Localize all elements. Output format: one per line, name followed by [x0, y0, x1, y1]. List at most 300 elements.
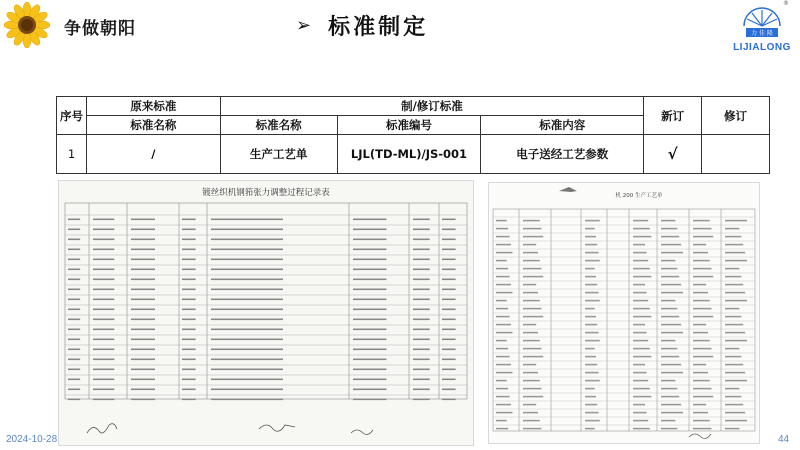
scan-smudge [211, 269, 283, 271]
scan-smudge [496, 388, 508, 390]
header-create: 新订 [644, 97, 702, 135]
scan-smudge [131, 319, 155, 321]
scan-smudge [725, 260, 747, 262]
scan-smudge [585, 348, 595, 350]
scan-smudge [585, 292, 598, 294]
scan-smudge [585, 228, 595, 230]
scan-smudge [68, 389, 80, 391]
scan-smudge [413, 309, 430, 311]
scan-smudge [211, 379, 283, 381]
scan-smudge [353, 249, 386, 251]
scan-smudge [442, 259, 456, 261]
scan-smudge [131, 369, 155, 371]
scan-smudge [693, 388, 711, 390]
scan-smudge [585, 396, 596, 398]
scan-smudge [661, 228, 677, 230]
scan-smudge [353, 239, 386, 241]
scan-smudge [523, 236, 543, 238]
scan-smudge [413, 299, 430, 301]
scan-smudge [413, 389, 430, 391]
scan-smudge [693, 332, 708, 334]
scan-smudge [633, 244, 645, 246]
header-revise: 修订 [702, 97, 770, 135]
scan-smudge [93, 389, 114, 391]
scan-smudge [496, 396, 510, 398]
scan-smudge [725, 428, 739, 430]
svg-text:镀丝织机钢筘张力调整过程记录表: 镀丝织机钢筘张力调整过程记录表 [202, 188, 330, 198]
svg-text:力 佳 隆: 力 佳 隆 [751, 30, 773, 37]
scan-smudge [661, 292, 683, 294]
scan-smudge [211, 359, 283, 361]
scan-smudge [413, 329, 430, 331]
scan-smudge [68, 299, 80, 301]
scan-smudge [442, 389, 456, 391]
scan-smudge [68, 289, 80, 291]
header-orig-name: 标准名称 [86, 116, 220, 135]
scan-smudge [68, 349, 80, 351]
scan-smudge [353, 309, 386, 311]
scan-smudge [661, 236, 679, 238]
scan-smudge [496, 356, 510, 358]
scan-smudge [585, 428, 595, 430]
scan-smudge [523, 372, 538, 374]
scan-smudge [523, 308, 541, 310]
scan-smudge [661, 252, 683, 254]
scan-smudge [725, 316, 741, 318]
scan-smudge [523, 220, 540, 222]
scan-smudge [413, 219, 430, 221]
scan-smudge [131, 399, 155, 401]
scan-smudge [93, 269, 114, 271]
scan-smudge [211, 219, 283, 221]
scan-smudge [93, 249, 114, 251]
scan-smudge [725, 364, 743, 366]
scan-smudge [523, 388, 541, 390]
scan-smudge [93, 329, 114, 331]
scan-smudge [725, 340, 747, 342]
scan-smudge [68, 229, 80, 231]
scan-smudge [93, 289, 114, 291]
scan-smudge [661, 340, 675, 342]
scan-smudge [661, 396, 679, 398]
scan-smudge [725, 356, 741, 358]
scan-smudge [725, 404, 743, 406]
scan-smudge [661, 356, 679, 358]
scan-smudge [661, 364, 681, 366]
scan-smudge [353, 259, 386, 261]
scan-smudge [661, 284, 681, 286]
scan-smudge [496, 420, 507, 422]
scan-smudge [633, 220, 648, 222]
scan-smudge [725, 412, 745, 414]
scan-smudge [353, 279, 386, 281]
sunflower-icon [4, 2, 50, 48]
scan-smudge [585, 420, 600, 422]
scan-smudge [585, 372, 598, 374]
scan-smudge [93, 369, 114, 371]
scan-smudge [661, 276, 679, 278]
scan-smudge [633, 348, 650, 350]
scan-smudge [661, 324, 681, 326]
logo-icon [740, 4, 784, 38]
scan-smudge [693, 308, 711, 310]
cell-create-check: √ [644, 135, 702, 174]
scan-smudge [442, 319, 456, 321]
scan-smudge [661, 428, 677, 430]
scan-smudge [131, 249, 155, 251]
scan-smudge [633, 276, 651, 278]
scan-smudge [633, 228, 650, 230]
scan-smudge [496, 380, 507, 382]
cell-orig-name: / [86, 135, 220, 174]
scan-smudge [182, 349, 196, 351]
scan-smudge [633, 292, 647, 294]
scan-smudge [353, 379, 386, 381]
scan-smudge [413, 369, 430, 371]
page-number: 44 [778, 434, 790, 445]
page-title [296, 10, 428, 41]
scan-smudge [693, 236, 713, 238]
scan-smudge [182, 369, 196, 371]
scan-smudge [442, 369, 456, 371]
scan-smudge [131, 379, 155, 381]
scan-smudge [693, 412, 708, 414]
scan-smudge [131, 279, 155, 281]
motto-text: 争做朝阳 [64, 19, 136, 39]
scan-smudge [585, 284, 597, 286]
cell-revise [702, 135, 770, 174]
scan-smudge [523, 300, 540, 302]
scan-smudge [496, 364, 511, 366]
scan-smudge [585, 388, 595, 390]
scan-smudge [413, 379, 430, 381]
scan-smudge [182, 399, 196, 401]
scan-smudge [693, 244, 706, 246]
scan-smudge [693, 356, 713, 358]
scan-smudge [523, 396, 543, 398]
scan-smudge [633, 420, 648, 422]
table-row [57, 135, 770, 174]
scan-smudge [725, 220, 747, 222]
scan-smudge [633, 404, 645, 406]
scan-smudge [353, 289, 386, 291]
scan-smudge [633, 412, 647, 414]
scan-smudge [413, 229, 430, 231]
scan-smudge [68, 379, 80, 381]
scan-smudge [585, 332, 598, 334]
arrow-bullet-icon: ➢ [296, 15, 315, 36]
header-new-content: 标准内容 [481, 116, 644, 135]
scan-smudge [93, 229, 114, 231]
scan-smudge [93, 219, 114, 221]
scan-smudge [661, 388, 677, 390]
scan-smudge [496, 268, 508, 270]
scan-smudge [693, 396, 713, 398]
scan-smudge [68, 329, 80, 331]
scan-smudge [68, 219, 80, 221]
scan-smudge [131, 309, 155, 311]
scan-smudge [725, 276, 741, 278]
scan-smudge [496, 316, 510, 318]
scan-smudge [413, 259, 430, 261]
scan-smudge [93, 279, 114, 281]
scan-smudge [413, 249, 430, 251]
scan-smudge [661, 244, 681, 246]
scan-smudge [693, 284, 706, 286]
scan-smudge [725, 292, 745, 294]
scan-smudge [693, 260, 710, 262]
scan-smudge [693, 364, 706, 366]
scan-smudge [93, 399, 114, 401]
scan-smudge [131, 299, 155, 301]
scan-smudge [68, 279, 80, 281]
scan-smudge [725, 236, 741, 238]
scan-smudge [523, 276, 543, 278]
scan-smudge [353, 219, 386, 221]
scan-smudge [182, 339, 196, 341]
scan-smudge [633, 284, 645, 286]
scan-smudge [693, 428, 711, 430]
scan-smudge [725, 284, 743, 286]
scan-smudge [442, 329, 456, 331]
scan-smudge [725, 228, 739, 230]
scan-smudge [661, 404, 681, 406]
scan-smudge [496, 228, 508, 230]
scan-smudge [442, 279, 456, 281]
scan-smudge [442, 249, 456, 251]
scan-smudge [585, 356, 596, 358]
scan-smudge [633, 252, 647, 254]
scan-smudge [211, 259, 283, 261]
header-new-code: 标准编号 [337, 116, 481, 135]
scan-smudge [661, 300, 675, 302]
scan-smudge [182, 269, 196, 271]
scan-smudge [661, 220, 675, 222]
scan-smudge [633, 388, 650, 390]
scan-smudge [131, 239, 155, 241]
scan-smudge [413, 289, 430, 291]
scan-smudge [725, 252, 745, 254]
scan-smudge [131, 389, 155, 391]
scan-smudge [182, 299, 196, 301]
scan-smudge [496, 340, 507, 342]
scan-smudge [585, 260, 600, 262]
header-new-name: 标准名称 [220, 116, 337, 135]
scan-smudge [182, 329, 196, 331]
scan-smudge [131, 289, 155, 291]
scan-smudge [353, 359, 386, 361]
scan-smudge [353, 269, 386, 271]
scan-smudge [413, 239, 430, 241]
scan-smudge [585, 380, 600, 382]
scan-smudge [353, 299, 386, 301]
scan-smudge [523, 332, 538, 334]
process-sheet-scan [489, 183, 759, 443]
scan-smudge [353, 349, 386, 351]
scan-smudge [523, 340, 540, 342]
scan-smudge [496, 324, 511, 326]
scan-smudge [661, 316, 679, 318]
scan-smudge [496, 372, 513, 374]
scan-smudge [413, 399, 430, 401]
header-seq: 序号 [57, 97, 87, 135]
scan-smudge [633, 300, 648, 302]
scan-smudge [442, 289, 456, 291]
cell-code: LJL(TD-ML)/JS-001 [337, 135, 481, 174]
scan-smudge [353, 329, 386, 331]
scan-smudge [585, 324, 597, 326]
scan-smudge [182, 359, 196, 361]
scan-smudge [523, 260, 540, 262]
scan-smudge [661, 380, 675, 382]
scan-smudge [693, 340, 710, 342]
scan-smudge [523, 252, 538, 254]
scan-smudge [725, 332, 745, 334]
scan-smudge [496, 236, 510, 238]
scan-smudge [661, 372, 683, 374]
page-title-text: 标准制定 [328, 15, 429, 40]
scan-smudge [725, 300, 747, 302]
scan-smudge [68, 359, 80, 361]
scan-smudge [413, 339, 430, 341]
scan-smudge [68, 399, 80, 401]
scan-smudge [496, 260, 507, 262]
scan-smudge [633, 324, 645, 326]
scan-smudge [725, 396, 741, 398]
scan-smudge [585, 268, 595, 270]
scan-smudge [585, 316, 596, 318]
scan-smudge [523, 292, 538, 294]
scan-smudge [131, 339, 155, 341]
scan-smudge [131, 269, 155, 271]
scan-smudge [93, 359, 114, 361]
scan-smudge [353, 339, 386, 341]
scan-smudge [585, 220, 600, 222]
scan-smudge [93, 239, 114, 241]
scan-smudge [68, 369, 80, 371]
scan-smudge [182, 219, 196, 221]
scan-smudge [693, 292, 708, 294]
scan-smudge [182, 259, 196, 261]
cell-new-name: 生产工艺单 [220, 135, 337, 174]
scan-smudge [413, 319, 430, 321]
scan-smudge [693, 220, 710, 222]
scan-smudge [523, 316, 543, 318]
scan-smudge [693, 300, 710, 302]
scan-smudge [496, 428, 508, 430]
scan-smudge [693, 276, 713, 278]
scan-smudge [442, 349, 456, 351]
scan-smudge [442, 379, 456, 381]
scan-smudge [693, 348, 711, 350]
scan-smudge [68, 319, 80, 321]
scan-smudge [496, 276, 510, 278]
scan-smudge [211, 329, 283, 331]
scan-smudge [211, 249, 283, 251]
scan-smudge [211, 369, 283, 371]
standard-table [56, 96, 770, 174]
scan-smudge [661, 412, 683, 414]
scan-smudge [496, 284, 511, 286]
scan-smudge [68, 239, 80, 241]
scan-smudge [725, 348, 739, 350]
scan-smudge [585, 308, 595, 310]
scan-smudge [131, 349, 155, 351]
scan-smudge [442, 339, 456, 341]
scan-smudge [353, 319, 386, 321]
scan-smudge [633, 396, 651, 398]
scan-smudge [496, 220, 507, 222]
scan-smudge [68, 249, 80, 251]
scan-smudge [693, 324, 706, 326]
scan-smudge [211, 389, 283, 391]
scan-smudge [725, 380, 747, 382]
scan-smudge [523, 268, 541, 270]
scan-smudge [523, 356, 543, 358]
scan-smudge [633, 340, 648, 342]
scan-smudge [725, 388, 739, 390]
scan-smudge [442, 219, 456, 221]
scan-smudge [693, 228, 711, 230]
scan-smudge [68, 269, 80, 271]
scan-smudge [353, 369, 386, 371]
scan-smudge [523, 364, 536, 366]
scan-smudge [585, 364, 597, 366]
svg-text:机 200 生产工艺单: 机 200 生产工艺单 [615, 193, 663, 199]
scan-smudge [182, 379, 196, 381]
scan-smudge [211, 399, 283, 401]
scan-smudge [442, 359, 456, 361]
scan-smudge [585, 412, 598, 414]
scan-smudge [211, 229, 283, 231]
scan-smudge [693, 372, 708, 374]
scan-smudge [725, 372, 745, 374]
scan-smudge [661, 420, 675, 422]
cell-seq: 1 [57, 135, 87, 174]
scan-smudge [496, 404, 511, 406]
scan-smudge [182, 309, 196, 311]
scan-smudge [413, 349, 430, 351]
scan-smudge [523, 380, 540, 382]
scan-smudge [633, 268, 650, 270]
scan-smudge [496, 308, 508, 310]
scan-smudge [585, 340, 600, 342]
scan-smudge [353, 229, 386, 231]
scan-smudge [693, 420, 710, 422]
scan-smudge [93, 379, 114, 381]
scan-smudge [693, 252, 708, 254]
scan-smudge [131, 359, 155, 361]
scan-smudge [93, 339, 114, 341]
logo-brand-text: LIJIALONG [733, 42, 791, 53]
scan-smudge [182, 319, 196, 321]
scan-smudge [725, 420, 747, 422]
scan-smudge [211, 289, 283, 291]
scan-smudge [523, 324, 536, 326]
scan-smudge [633, 316, 651, 318]
scan-smudge [633, 356, 651, 358]
scan-smudge [211, 319, 283, 321]
scan-smudge [661, 332, 683, 334]
scan-smudge [693, 316, 713, 318]
scan-smudge [413, 269, 430, 271]
record-sheet-image [58, 180, 474, 446]
scan-smudge [693, 404, 706, 406]
scan-smudge [496, 348, 508, 350]
scan-smudge [496, 332, 513, 334]
scan-smudge [442, 309, 456, 311]
scan-smudge [211, 339, 283, 341]
